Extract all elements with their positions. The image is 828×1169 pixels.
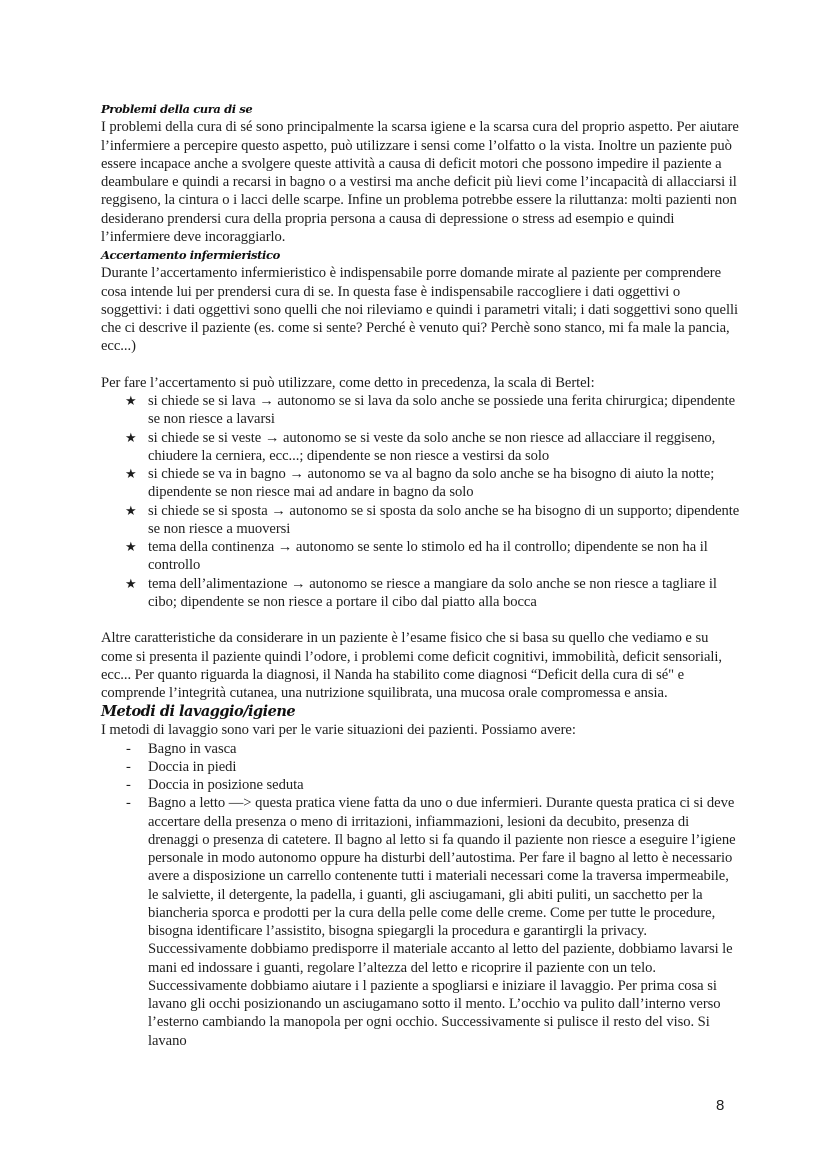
metodi-list xyxy=(101,740,741,1050)
star-icon: ★ xyxy=(125,429,137,445)
list-item-text: Doccia in piedi xyxy=(148,758,237,775)
star-icon: ★ xyxy=(125,466,137,481)
star-icon: ★ xyxy=(125,393,137,408)
blank-line xyxy=(101,356,741,374)
heading-metodi: Metodi di lavaggio/igiene xyxy=(101,703,296,721)
star-icon: ★ xyxy=(125,575,137,591)
document-page xyxy=(101,100,741,1050)
list-item xyxy=(101,776,741,794)
list-item-text: si chiede se si veste → autonomo se si veste da solo anche se non riesce ad allacciare il reggiseno, chiudere la cerniera, ecc...; dipendente se non riesce a vestirsi da solo xyxy=(148,429,716,464)
star-icon: ★ xyxy=(125,502,137,518)
dash-icon: - xyxy=(126,758,131,775)
list-item-text: si chiede se si sposta → autonomo se si sposta da solo anche se ha bisogno di un supporto; dipendente se non riesce a muoversi xyxy=(148,502,740,537)
heading-accertamento: Accertamento infermieristico xyxy=(101,248,280,262)
list-item xyxy=(101,758,741,776)
paragraph-problemi: I problemi della cura di sé sono principalmente la scarsa igiene e la scarsa cura del proprio aspetto. Per aiutare l’infermiere a percepire questo aspetto, può utilizzare i sensi come l’olfatto o la vista. Inoltre un paziente può essere incapace anche a svolgere queste attività a causa di deficit motori che possono impedire il paziente a deambulare e quindi a recarsi in bagno o a vestirsi ma anche deficit più lievi come l’incapacità di allacciarsi il reggiseno, la cintura o i lacci delle scarpe. Infine un problema potrebbe essere la riluttanza: molti pazienti non desiderano prendersi cura della propria persona a causa di depressione o stress ad esempio e quindi l’infermiere deve incoraggiarlo. xyxy=(101,119,739,245)
list-item-text: tema della continenza → autonomo se sente lo stimolo ed ha il controllo; dipendente se non ha il controllo xyxy=(148,539,708,574)
heading-problemi: Problemi della cura di se xyxy=(101,102,253,116)
bertel-list xyxy=(101,392,741,611)
list-item xyxy=(101,502,741,539)
paragraph-altre: Altre caratteristiche da considerare in un paziente è l’esame fisico che si basa su quello che vediamo e su come si presenta il paziente quindi l’odore, i problemi come deficit cognitivi, immobilità, deficit sensoriali, ecc... Per quanto riguarda la diagnosi, il Nanda ha stabilito come diagnosi “Deficit della cura di sé" e comprende l’integrità cutanea, una nutrizione squilibrata, una mucosa orale compromessa e ansia. xyxy=(101,630,722,701)
star-icon: ★ xyxy=(125,539,137,554)
list-item xyxy=(101,429,741,466)
page-number: 8 xyxy=(716,1097,725,1114)
list-item-text: Doccia in posizione seduta xyxy=(148,777,304,793)
list-item-text: si chiede se si lava → autonomo se si lava da solo anche se possiede una ferita chirurgica; dipendente se non riesce a lavarsi xyxy=(148,393,736,428)
dash-icon: - xyxy=(126,777,131,793)
blank-line xyxy=(101,611,741,629)
list-item xyxy=(101,740,741,758)
dash-icon: - xyxy=(126,740,131,757)
dash-icon: - xyxy=(126,795,131,812)
list-item xyxy=(101,465,741,502)
paragraph-bertel-intro: Per fare l’accertamento si può utilizzare, come detto in precedenza, la scala di Bertel: xyxy=(101,374,595,391)
list-item-text: Bagno in vasca xyxy=(148,740,237,757)
list-item xyxy=(101,538,741,575)
list-item-text: tema dell’alimentazione → autonomo se riesce a mangiare da solo anche se non riesce a tagliare il cibo; dipendente se non riesce a portare il cibo dal piatto alla bocca xyxy=(148,575,717,610)
list-item xyxy=(101,575,741,612)
paragraph-metodi-intro: I metodi di lavaggio sono vari per le varie situazioni dei pazienti. Possiamo avere: xyxy=(101,722,576,739)
list-item xyxy=(101,794,741,1050)
list-item xyxy=(101,392,741,429)
list-item-text: Bagno a letto —> questa pratica viene fatta da uno o due infermieri. Durante questa pratica ci si deve accertare della presenza o meno di irritazioni, infiammazioni, lesioni da decubito, presenza di drenaggi o presenza di catetere. Il bagno al letto si fa quando il paziente non riesce a eseguire l’igiene personale in modo autonomo oppure ha disturbi dell’autostima. Per fare il bagno al letto è necessario avere a disposizione un carrello contenente tutti i materiali necessari come la traversa impermeabile, le salviette, il detergente, la padella, i guanti, gli asciugamani, gli abiti puliti, un sacchetto per la biancheria sporca e prodotti per la cura della pelle come delle creme. Come per tutte le procedure, bisogna identificare l’assistito, bisogna spiegargli la procedura e garantirgli la privacy. Successivamente dobbiamo predisporre il materiale accanto al letto del paziente, dobbiamo lavarsi le mani ed indossare i guanti, regolare l’altezza del letto e ricoprire il paziente con un telo. Successivamente dobbiamo aiutare i l paziente a spogliarsi e iniziare il lavaggio. Per prima cosa si lavano gli occhi posizionando un asciugamano sotto il mento. L’occhio va pulito dall’interno verso l’esterno cambiando la manopola per ogni occhio. Successivamente si pulisce il resto del viso. Si lavano xyxy=(148,795,736,1049)
list-item-text: si chiede se va in bagno → autonomo se va al bagno da solo anche se ha bisogno di aiuto la notte; dipendente se non riesce mai ad andare in bagno da solo xyxy=(148,466,715,501)
paragraph-accertamento: Durante l’accertamento infermieristico è indispensabile porre domande mirate al paziente per comprendere cosa intende lui per prendersi cura di se. In questa fase è indispensabile raccogliere i dati oggettivi o soggettivi: i dati oggettivi sono quelli che noi rileviamo e quindi i parametri vitali; i dati soggettivi sono quelli che ci descrive il paziente (es. come si sente? Perché è venuto qui? Perchè sono stanco, mi fa male la pancia, ecc...) xyxy=(101,265,738,355)
